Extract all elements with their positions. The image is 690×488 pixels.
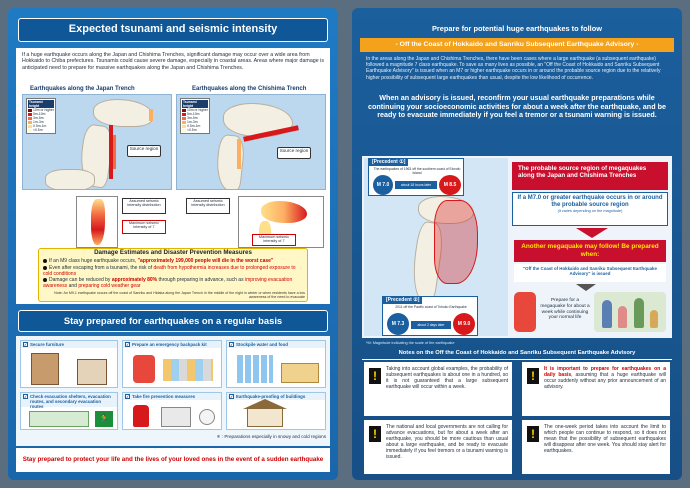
precedent-1: [Precedent ①] The earthquakes of 1963 off the southern coast of Etorofu Island M 7.0 about 18 hours later M 8.5 bbox=[368, 158, 464, 196]
house-icon bbox=[247, 407, 283, 427]
max-intensity-japan: Maximum seismic intensity of 7 bbox=[122, 220, 166, 234]
legend-label: 3m-5m bbox=[33, 116, 44, 120]
legend-label: 5m-10m bbox=[33, 112, 46, 116]
tsunami-panel bbox=[16, 48, 330, 304]
map-chishima-title: Earthquakes along the Chishima Trench bbox=[192, 86, 307, 92]
backpack-icon bbox=[514, 292, 536, 332]
check-icon: ✓ bbox=[126, 342, 130, 347]
cell-evacuation: ✓ Check evacuation shelters, evacuation routes, and secondary evacuation routes 🏃 bbox=[20, 392, 118, 430]
cell-earthquake-proofing: ✓ Earthquake-proofing of buildings bbox=[226, 392, 326, 430]
legend-entry bbox=[182, 128, 208, 132]
food-icon bbox=[281, 363, 319, 383]
legend-entry bbox=[28, 128, 54, 132]
advisory-panel bbox=[362, 156, 672, 338]
condition-box: If a M7.0 or greater earthquake occurs in or around the probable source region (it varies depending on the magnitude) bbox=[512, 192, 668, 226]
family-illustration bbox=[594, 292, 666, 332]
exit-sign-icon: 🏃 bbox=[95, 411, 113, 427]
arrow-down-small-icon bbox=[576, 284, 596, 291]
note-3: ! The national and local governments are not calling for advance evacuations, but for about a week after an earthquake, you should be more cautious than usual about a large earthquake, and be ready to evacuate immediately if you feel tremors or a tsunami warning is issued. bbox=[364, 420, 512, 474]
furniture-icon bbox=[31, 353, 59, 385]
another-megaquake: Another megaquake may follow! Be prepared when: bbox=[514, 240, 666, 262]
supplies-icon bbox=[163, 359, 213, 381]
right-title-2: - Off the Coast of Hokkaido and Sanriku Subsequent Earthquake Advisory - bbox=[360, 38, 674, 52]
legend-label: 1m-3m bbox=[33, 120, 44, 124]
exclamation-icon: ! bbox=[527, 368, 539, 384]
max-intensity-chishima: Maximum seismic intensity of 7 bbox=[252, 234, 296, 246]
note-1: ! Taking into account global examples, the probability of subsequent earthquakes is about one in a hundred, so it is not guaranteed that a large subsequent earthquake will occur within a week. bbox=[364, 362, 512, 416]
seismic-distribution-label-chishima: Assumed seismic intensity distribution bbox=[186, 198, 230, 214]
legend-swatch bbox=[28, 129, 32, 132]
check-icon: ✓ bbox=[230, 394, 234, 399]
note-4: ! The one-week period takes into account the limit to which people can continue to respond, so it does not mean that the possibility of subsequent earthquakes will disappear after one week. You should stay alert for earthquakes. bbox=[522, 420, 670, 474]
cell-water-food: ✓ Stockpile water and food bbox=[226, 340, 326, 388]
note-2: ! It is important to prepare for earthquakes on a daily basis, assuming that a huge earthquake will occur suddenly without any prior announcement of an advisory. bbox=[522, 362, 670, 416]
damage-title: Damage Estimates and Disaster Prevention Measures bbox=[94, 249, 252, 256]
water-bottles-icon bbox=[237, 355, 273, 383]
check-icon: ✓ bbox=[24, 394, 28, 399]
cell-fire-prevention: ✓ Take fire prevention measures bbox=[122, 392, 222, 430]
legend-label: 0.5m-1m bbox=[187, 124, 201, 128]
cell-emergency-kit: ✓ Prepare an emergency backpack kit bbox=[122, 340, 222, 388]
precedent-2: [Precedent ②] 2011 off the Pacific coast of Tohoku Earthquake M 7.3 about 2 days later M 9.0 bbox=[382, 296, 478, 336]
left-intro: If a huge earthquake occurs along the Japan and Chishima Trenches, significant damage may occur over a wide area from Hokkaido to Chiba prefectures. Tsunamis could cause severe damage, especially in coastal areas. Areas where major damage is anticipated need to prepare for massive earthquakes along the Japan and Chishima Trenches. bbox=[22, 52, 324, 71]
exclamation-icon: ! bbox=[527, 426, 539, 442]
check-icon: ✓ bbox=[230, 342, 234, 347]
seismic-map-japan bbox=[76, 196, 118, 248]
right-headline: When an advisory is issued, reconfirm your usual earthquake preparations while continuing your socioeconomic activities for about a week after the earthquake, and be ready to evacuate immediately if you feel a tremor or a tsunami warning is issued. bbox=[368, 93, 666, 120]
seismic-distribution-label-japan: Assumed seismic intensity distribution bbox=[122, 198, 166, 214]
prep-panel bbox=[16, 336, 330, 446]
arrow-down-icon bbox=[576, 228, 608, 238]
right-footnote: *M: Magnitude indicating the scale of the earthquake bbox=[366, 341, 455, 345]
legend-label: <0.5m bbox=[187, 128, 197, 132]
right-page bbox=[352, 8, 682, 480]
legend-label: <0.5m bbox=[33, 128, 43, 132]
stove-icon bbox=[161, 407, 191, 427]
exclamation-icon: ! bbox=[369, 426, 381, 442]
damage-bullet-3: Damage can be reduced by approximately 80% through preparing in advance, such as improving evacuation awareness and preparing cold weather gear bbox=[43, 277, 293, 289]
snowflake-icon: ❄ bbox=[216, 434, 222, 439]
exclamation-icon: ! bbox=[369, 368, 381, 384]
shelf-icon bbox=[77, 359, 107, 385]
check-icon: ✓ bbox=[24, 342, 28, 347]
legend-label: 10m or higher bbox=[187, 108, 208, 112]
damage-bullet-2: Even after escaping from a tsunami, the risk of death from hypothermia increases due to prolonged exposure to cold conditions bbox=[43, 265, 296, 277]
damage-note: Note: An M9.1 earthquake occurs off the coast of Sanriku and Hidaka along the Japan Trench in the middle of the night in winter or when residents have a low awareness of the need to evacuate bbox=[54, 291, 305, 300]
legend-label: 0.5m-1m bbox=[33, 124, 47, 128]
map-chishima bbox=[176, 94, 326, 190]
right-title-1: Prepare for potential huge earthquakes to follow bbox=[431, 24, 602, 33]
notes-title: Notes on the Off the Coast of Hokkaido and Sanriku Subsequent Earthquake Advisory bbox=[362, 346, 672, 360]
advisory-quote: "Off the Coast of Hokkaido and Sanriku Subsequent Earthquake Advisory" is issued bbox=[514, 264, 666, 282]
left-title: Expected tsunami and seismic intensity bbox=[18, 18, 328, 42]
cell-secure-furniture: ✓ Secure furniture bbox=[20, 340, 118, 388]
roof-icon bbox=[243, 399, 287, 409]
legend-chishima: Tsunami height 10m or higher 5m-10m 3m-5m 1m-3m 0.5m-1m <0.5m bbox=[180, 98, 210, 134]
map-japan-title: Earthquakes along the Japan Trench bbox=[30, 86, 135, 92]
legend-label: 10m or higher bbox=[33, 108, 54, 112]
check-icon: ✓ bbox=[126, 394, 130, 399]
left-footer: Stay prepared to protect your life and the lives of your loved ones in the event of a sudden earthquake bbox=[16, 448, 330, 472]
legend-japan: Tsunami height 10m or higher 5m-10m 3m-5m 1m-3m 0.5m-1m <0.5m bbox=[26, 98, 56, 134]
breaker-icon bbox=[199, 409, 215, 425]
source-region-label-japan: Source region bbox=[127, 145, 161, 157]
probable-source-region bbox=[434, 200, 478, 284]
legend-label: 1m-3m bbox=[187, 120, 198, 124]
damage-bullet-1: If an M9 class huge earthquake occurs, "approximately 199,000 people will die in the worst case" bbox=[43, 258, 305, 264]
right-intro: In the areas along the Japan and Chishima Trenches, there have been cases where a large earthquake (a subsequent earthquake) followed a magnitude 7 class earthquake. To save as many lives as possible, an "Off the Coast of Hokkaido and Sanriku Subsequent Earthquake Advisory" is issued when an M7 or higher earthquake occurs in or around the probable source region due to the relatively higher possibility of subsequent large earthquakes than usual, despite the low likelihood of occurrence. bbox=[366, 56, 661, 81]
snow-note: ❄ : Preparations especially in snowy and cold regions bbox=[216, 434, 326, 439]
extinguisher-icon bbox=[133, 405, 149, 427]
legend-label: 3m-5m bbox=[187, 116, 198, 120]
backpack-icon bbox=[133, 355, 155, 383]
probable-region-title: The probable source region of megaquakes along the Japan and Chishima Trenches bbox=[512, 162, 668, 190]
left-page bbox=[8, 8, 338, 480]
prepare-week: Prepare for a megaquake for about a week while continuing your normal life bbox=[540, 298, 590, 321]
prep-title: Stay prepared for earthquakes on a regular basis bbox=[18, 310, 328, 332]
legend-label: 5m-10m bbox=[187, 112, 200, 116]
evacuation-map-icon bbox=[29, 411, 89, 427]
legend-swatch bbox=[182, 129, 186, 132]
damage-box bbox=[38, 248, 308, 302]
map-japan bbox=[22, 94, 172, 190]
source-region-label-chishima: Source region bbox=[277, 147, 311, 159]
